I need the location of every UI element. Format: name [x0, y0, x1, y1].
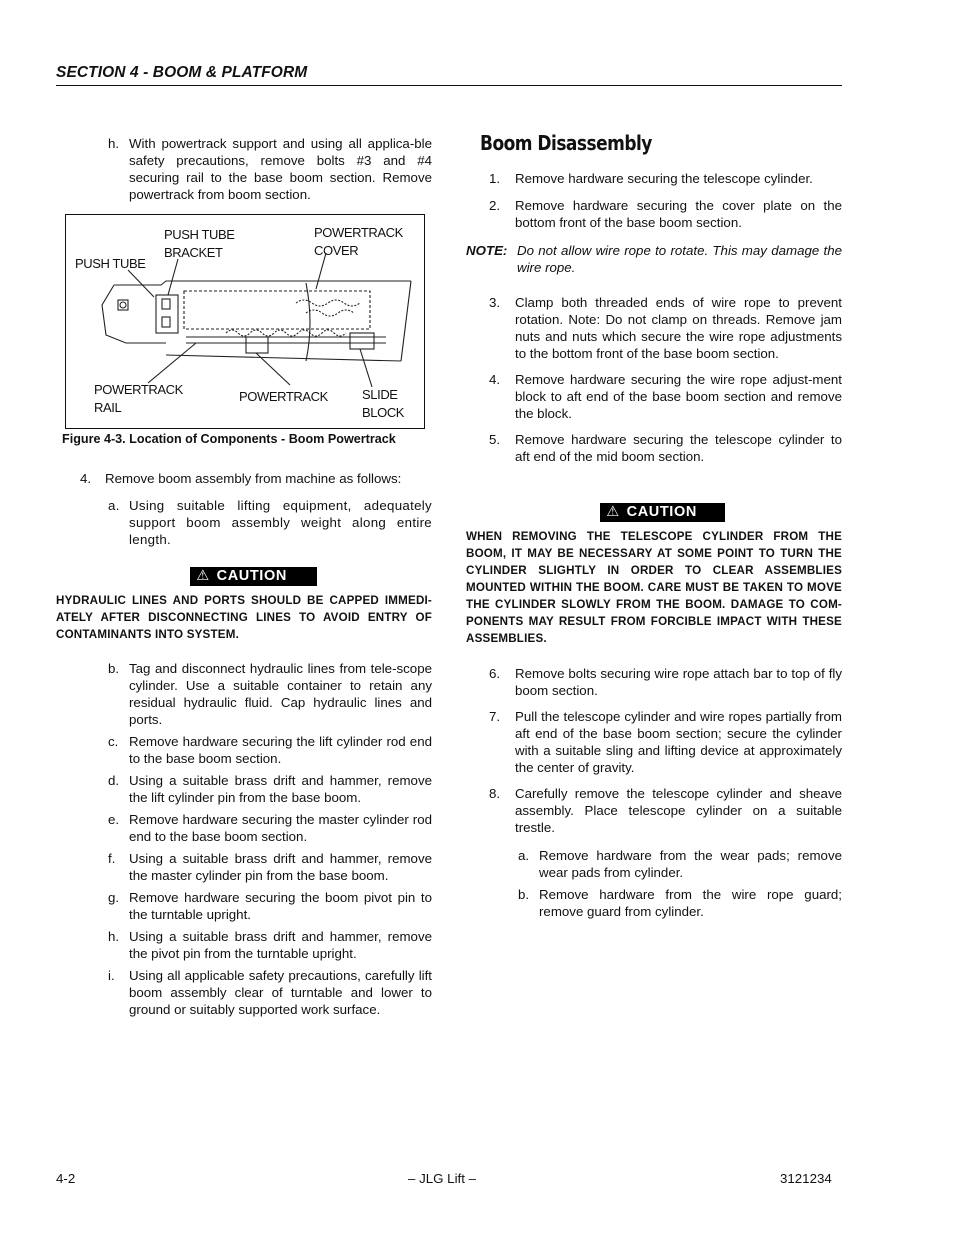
step-item	[489, 170, 842, 187]
substep-item	[108, 811, 432, 845]
steps-8-sub	[518, 847, 842, 925]
warning-icon: ⚠	[196, 568, 210, 584]
step-label: d.	[108, 773, 120, 788]
step-label: h.	[108, 929, 120, 944]
step-item	[489, 431, 842, 465]
step-text: Remove hardware securing the telescope cylinder to aft end of the mid boom section.	[515, 432, 842, 464]
step-text: Remove hardware securing the boom pivot pin to the turntable upright.	[129, 890, 432, 922]
caution-label: CAUTION	[626, 504, 697, 520]
step-label: 1.	[489, 171, 501, 186]
page-number: 4-2	[56, 1171, 76, 1186]
step-label: 5.	[489, 432, 501, 447]
step-text: Using suitable lifting equipment, adequately support boom assembly weight along entire length.	[129, 498, 432, 547]
step-label: 3.	[489, 295, 501, 310]
step-text: Remove boom assembly from machine as follows:	[105, 471, 402, 486]
step-item	[489, 371, 842, 422]
step-4a	[108, 497, 432, 548]
substep-item	[108, 889, 432, 923]
substep-item	[108, 660, 432, 728]
substep-item	[518, 886, 842, 920]
substep-item	[108, 967, 432, 1018]
label-push-tube: PUSH TUBE	[75, 256, 146, 271]
step-item	[489, 197, 842, 231]
substep-item	[108, 733, 432, 767]
step-item	[489, 294, 842, 362]
label-powertrack-cover-1: POWERTRACK	[314, 225, 403, 240]
step-text: Remove hardware securing the master cylinder rod end to the base boom section.	[129, 812, 432, 844]
document-number: 3121234	[780, 1171, 832, 1186]
step-text: Pull the telescope cylinder and wire ropes partially from aft end of the base boom section; secure the cylinder with a suitable sling and lifting device at approximately the center of gravity.	[515, 709, 842, 775]
label-powertrack-rail-2: RAIL	[94, 400, 122, 415]
section-header	[56, 64, 842, 86]
substep-item	[108, 928, 432, 962]
step-label: c.	[108, 734, 119, 749]
label-powertrack-cover-2: COVER	[314, 243, 359, 258]
step-text: With powertrack support and using all applica-ble safety precautions, remove bolts #3 and #4 securing rail to the base boom section. Remove powertrack from boom section.	[129, 136, 432, 202]
step-label: 6.	[489, 666, 501, 681]
step-label: 4.	[489, 372, 501, 387]
warning-icon: ⚠	[606, 504, 620, 520]
step-label: f.	[108, 851, 116, 866]
step-text: Remove bolts securing wire rope attach bar to top of fly boom section.	[515, 666, 842, 698]
step-4	[80, 470, 432, 487]
substep-item	[108, 850, 432, 884]
step-text: Tag and disconnect hydraulic lines from tele-scope cylinder. Use a suitable container to retain any residual hydraulic fluid. Cap hydraulic lines and ports.	[129, 661, 432, 727]
step-text: Remove hardware securing the cover plate on the bottom front of the base boom section.	[515, 198, 842, 230]
boom-disassembly-heading: Boom Disassembly	[480, 131, 652, 155]
substep-item	[108, 772, 432, 806]
caution-badge-left	[190, 567, 317, 586]
step-label: i.	[108, 968, 115, 983]
step-text: Remove hardware securing the lift cylinder rod end to the base boom section.	[129, 734, 432, 766]
step-text: Using all applicable safety precautions, carefully lift boom assembly clear of turntable and lower to ground or suitably supported work surface.	[129, 968, 432, 1017]
step-text: Using a suitable brass drift and hammer, remove the pivot pin from the turntable upright.	[129, 929, 432, 961]
steps-1-2	[489, 170, 842, 241]
step-label: a.	[108, 498, 120, 513]
step-label: 2.	[489, 198, 501, 213]
caution-text-right: WHEN REMOVING THE TELESCOPE CYLINDER FROM THE BOOM, IT MAY BE NECESSARY AT SOME POINT TO TURN THE CYLINDER SLIGHTLY IN ORDER TO CLEAR ASSEMBLIES MOUNTED WITHIN THE BOOM. CARE MUST BE TAKEN TO MOVE THE CYLINDER SLOWLY FROM THE BOOM. DAMAGE TO COM-PONENTS MAY RESULT FROM FORCIBLE IMPACT WITH THESE ASSEMBLIES.	[466, 530, 842, 645]
label-slide-block-2: BLOCK	[362, 405, 405, 420]
caution-label: CAUTION	[216, 568, 287, 584]
step-label: 8.	[489, 786, 501, 801]
powertrack-figure	[65, 214, 425, 429]
step-item	[489, 785, 842, 836]
step-label: g.	[108, 890, 120, 905]
label-powertrack-rail-1: POWERTRACK	[94, 382, 183, 397]
label-powertrack: POWERTRACK	[239, 389, 328, 404]
note-label: NOTE:	[466, 243, 508, 258]
caution-badge-right	[600, 503, 725, 522]
caution-text-left: HYDRAULIC LINES AND PORTS SHOULD BE CAPPED IMMEDI-ATELY AFTER DISCONNECTING LINES TO AVOID ENTRY OF CONTAMINANTS INTO SYSTEM.	[56, 594, 432, 641]
step-label: b.	[108, 661, 120, 676]
step-label: e.	[108, 812, 120, 827]
step-h-powertrack	[108, 135, 432, 203]
step-text: Remove hardware from the wear pads; remove wear pads from cylinder.	[539, 848, 842, 880]
step-text: Clamp both threaded ends of wire rope to prevent rotation. Note: Do not clamp on threads. Remove jam nuts and nuts which secure the wire rope adjustments to the bottom front of the base boom section.	[515, 295, 842, 361]
step-label: b.	[518, 887, 530, 902]
note-text: Do not allow wire rope to rotate. This may damage the wire rope.	[517, 243, 842, 275]
steps-3-5	[489, 294, 842, 474]
step-text: Carefully remove the telescope cylinder and sheave assembly. Place telescope cylinder on a suitable trestle.	[515, 786, 842, 835]
label-slide-block-1: SLIDE	[362, 387, 398, 402]
label-push-tube-bracket-2: BRACKET	[164, 245, 223, 260]
step-text: Using a suitable brass drift and hammer, remove the master cylinder pin from the base boom.	[129, 851, 432, 883]
figure-caption: Figure 4-3. Location of Components - Boom Powertrack	[62, 432, 396, 446]
step-label: h.	[108, 136, 120, 151]
step-text: Using a suitable brass drift and hammer, remove the lift cylinder pin from the base boom.	[129, 773, 432, 805]
step-text: Remove hardware from the wire rope guard; remove guard from cylinder.	[539, 887, 842, 919]
note	[466, 242, 842, 276]
step-item	[489, 665, 842, 699]
label-push-tube-bracket-1: PUSH TUBE	[164, 227, 235, 242]
step-item	[489, 708, 842, 776]
section-title: SECTION 4 - BOOM & PLATFORM	[56, 64, 308, 81]
substep-item	[518, 847, 842, 881]
step-text: Remove hardware securing the telescope cylinder.	[515, 171, 813, 186]
step-label: a.	[518, 848, 530, 863]
steps-6-8	[489, 665, 842, 845]
substep-list-left	[108, 660, 432, 1023]
step-label: 7.	[489, 709, 501, 724]
footer-center: – JLG Lift –	[408, 1171, 476, 1186]
step-text: Remove hardware securing the wire rope adjust-ment block to aft end of the base boom section and remove the block.	[515, 372, 842, 421]
step-label: 4.	[80, 471, 92, 486]
